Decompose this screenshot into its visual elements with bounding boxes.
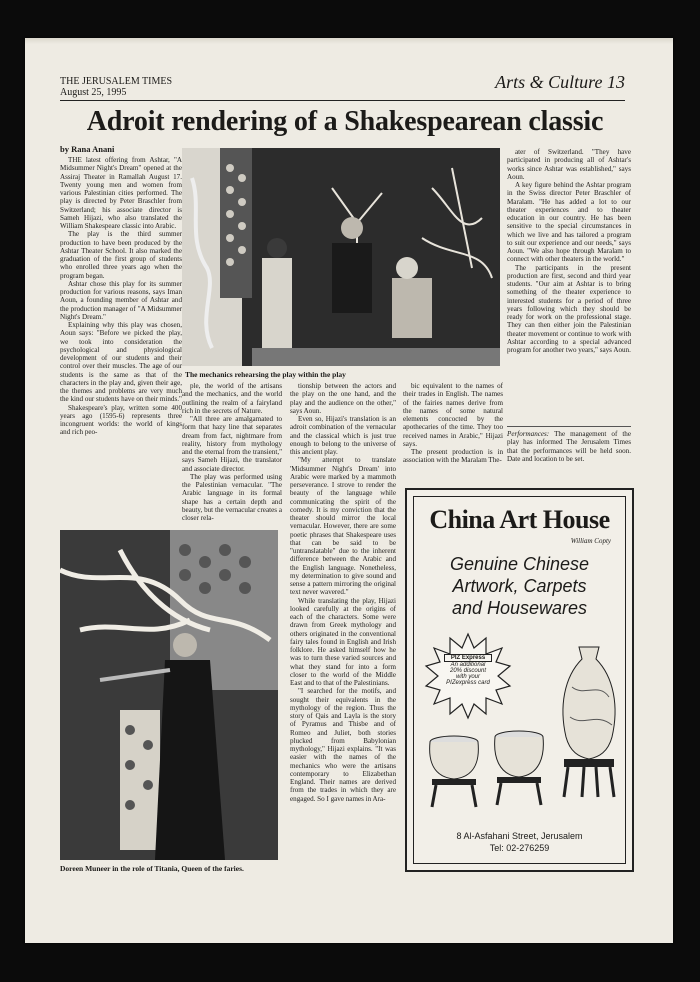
paragraph: "My attempt to translate 'Midsummer Night's Dream' into Arabic were marked by a mammoth perseverance. I strove to render the beauty of the language while communicating the spirit of the comedy. It is my conviction that the theater should mirror the local vernacular. However, there are some poetic phrases that Shakespeare uses that can be said to be "untranslatable" due to the inherent difference between the Arabic and the English language. Nonetheless, my determination to give sound and sense a pattern mirroring the original text never wavered." xyxy=(290,456,396,597)
coupon-card: PIZ Express xyxy=(444,654,492,662)
paragraph: The present production is in association with the Maralam The- xyxy=(403,448,503,465)
coupon-line: 20% discount xyxy=(449,668,487,674)
paragraph: The play was performed using the Palestinian vernacular. "The Arabic language in its formal shape has a certain depth and beauty, but the vernacular creates a closer rela- xyxy=(182,472,282,522)
photo-titania xyxy=(60,530,278,860)
issue-date: August 25, 1995 xyxy=(60,87,127,98)
paragraph: A key figure behind the Ashtar program in the Swiss director Peter Braschler of Maralam. "He has added a lot to our theater experiences and to theater education in our country. He has been sensitive to the special circumstances in which we live and has tailored a program to suit our experience and our needs," says Aoun. "We also hope through Maralam to connect with other theaters in the world." xyxy=(507,181,631,264)
ad-inner-border xyxy=(413,496,626,864)
paper-edge xyxy=(25,38,673,44)
paragraph: Even so, Hijazi's translation is an adroit combination of the vernacular and the classical which is just true enough to belong to the universe of this ancient play. xyxy=(290,415,396,456)
section-title: Arts & Culture 13 xyxy=(495,72,625,92)
byline: by Rana Anani xyxy=(60,144,115,154)
paragraph: Ashtar chose this play for its summer production for various reasons, says Iman Aoun, a founding member of Ashtar and the production manager of "A Midsummer Night's Dream." xyxy=(60,279,182,321)
ad-brand: China Art House xyxy=(429,505,610,534)
article-headline: Adroit rendering of a Shakespearean classic xyxy=(86,106,604,137)
ad-telephone: Tel: 02-276259 xyxy=(489,843,550,853)
performances-text: The management of the play has informed The Jerusalem Times that the performances will be held soon. Date and location to be set. xyxy=(507,430,631,463)
coupon-line: PIZexpress card xyxy=(446,680,490,686)
paragraph: THE latest offering from Ashtar, "A Midsummer Night's Dream" opened at the Assiraj Theater in Ramallah August 17. Twenty young men and women from various Palestinian cities performed. The play is directed by Peter Braschler from Switzerland; his associate director is Sameh Hijazi, who also translated the William Shakespeare classic into Arabic. xyxy=(60,156,182,230)
paper-name: THE JERUSALEM TIMES xyxy=(60,76,173,87)
ad-headline-line: and Housewares xyxy=(451,598,588,618)
paragraph: bic equivalent to the names of their trades in English. The names of the fairies names derive from the names of some natural elements concocted by the apothecaries of the time. They too received names in Arabic," Hijazi says. xyxy=(403,382,503,448)
column-2 xyxy=(182,382,282,522)
coupon-line: An additional xyxy=(450,662,486,668)
paragraph: While translating the play, Hijazi looked carefully at the origins of each of the characters. Some were drawn from Greek mythology and others originated in the conventional fairy tales found in English and Irish folklore. He asked himself how he was to turn these varied sources and what they stand for into a form closer to the world of the Middle East and to that of the Palestinians. xyxy=(290,596,396,687)
newspaper-page xyxy=(25,38,673,943)
performances-note xyxy=(507,430,631,463)
paragraph: "I searched for the motifs, and sought their equivalents in the mythology of the region. Thus the story of Qais and Layla is the story of Pyramus and Thisbe and of Romeo and Juliet, both stories plucked from Babylonian mythology," Hijazi explains. "It was easier with the names of the mechanics who were the artisans contemporary to Elizabethan England. Their names are derived from the trades in which they are engaged. So I gave names in Ara- xyxy=(290,687,396,803)
column-4 xyxy=(403,382,503,465)
paragraph: Shakespeare's play, written some 400 years ago (1595-6) represents three incongruent worlds: the world of kings and rich peo- xyxy=(60,403,182,437)
photo-caption-mechanics: The mechanics rehearsing the play within the play xyxy=(185,370,346,379)
ad-headline-line: Artwork, Carpets xyxy=(452,576,587,596)
photo-mechanics-rehearsal xyxy=(182,148,500,366)
masthead-rule xyxy=(60,100,625,101)
paragraph: tionship between the actors and the play on the one hand, and the play and the audience on the other," says Aoun. xyxy=(290,382,396,415)
masthead xyxy=(60,76,172,98)
paragraph: The play is the third summer production to have been produced by the Ashtar Theater School. It also marked the graduation of the first group of students who enrolled three years ago when the program began. xyxy=(60,230,182,280)
vase-and-pots-illustration xyxy=(414,637,625,837)
column-3 xyxy=(290,382,396,803)
paragraph: "All three are amalgamated to form that hazy line that separates dream from fact, nightmare from reality, history from mythology and the eternal from the transient," says Sameh Hijazi, the translator and associate director. xyxy=(182,415,282,473)
rehearsal-photo-image xyxy=(182,148,500,366)
coupon-line: with your xyxy=(455,674,480,680)
ad-address: 8 Al-Asfahani Street, Jerusalem xyxy=(456,831,583,841)
china-art-house-ad xyxy=(405,488,634,872)
performances-divider xyxy=(507,426,631,427)
column-1-top xyxy=(60,156,182,437)
photo-caption-titania: Doreen Muneer in the role of Titania, Queen of the faries. xyxy=(60,864,244,873)
paragraph: Explaining why this play was chosen, Aoun says: "Before we picked the play, we took into consideration the psychological and physiological development of our students and their control over their muscles. The age of our students is the same as that of the characters in the play and, given their age, the themes and problems are very much the kind our students have on their minds." xyxy=(60,321,182,404)
titania-photo-image xyxy=(60,530,278,860)
paragraph: ple, the world of the artisans and the mechanics, and the world outlining the realm of a fairyland rich in the secrets of Nature. xyxy=(182,382,282,415)
ad-signature: William Copty xyxy=(570,537,611,545)
paragraph: ater of Switzerland. "They have participated in producing all of Ashtar's works since Ashtar was established," says Aoun. xyxy=(507,148,631,181)
column-5 xyxy=(507,148,631,354)
paragraph: The participants in the present production are first, second and third year students. "Our aim at Ashtar is to bring something of the theater experience to interested students for a period of three years following which they should be ready for work on the professional stage. They can then either join the Palestinian theater movement or continue to work with Ashtar according to a special advanced program for another two years," says Aoun. xyxy=(507,263,631,354)
ad-headline-line: Genuine Chinese xyxy=(449,554,590,574)
performances-label: Performances: xyxy=(507,430,550,438)
ad-headline xyxy=(414,553,625,619)
